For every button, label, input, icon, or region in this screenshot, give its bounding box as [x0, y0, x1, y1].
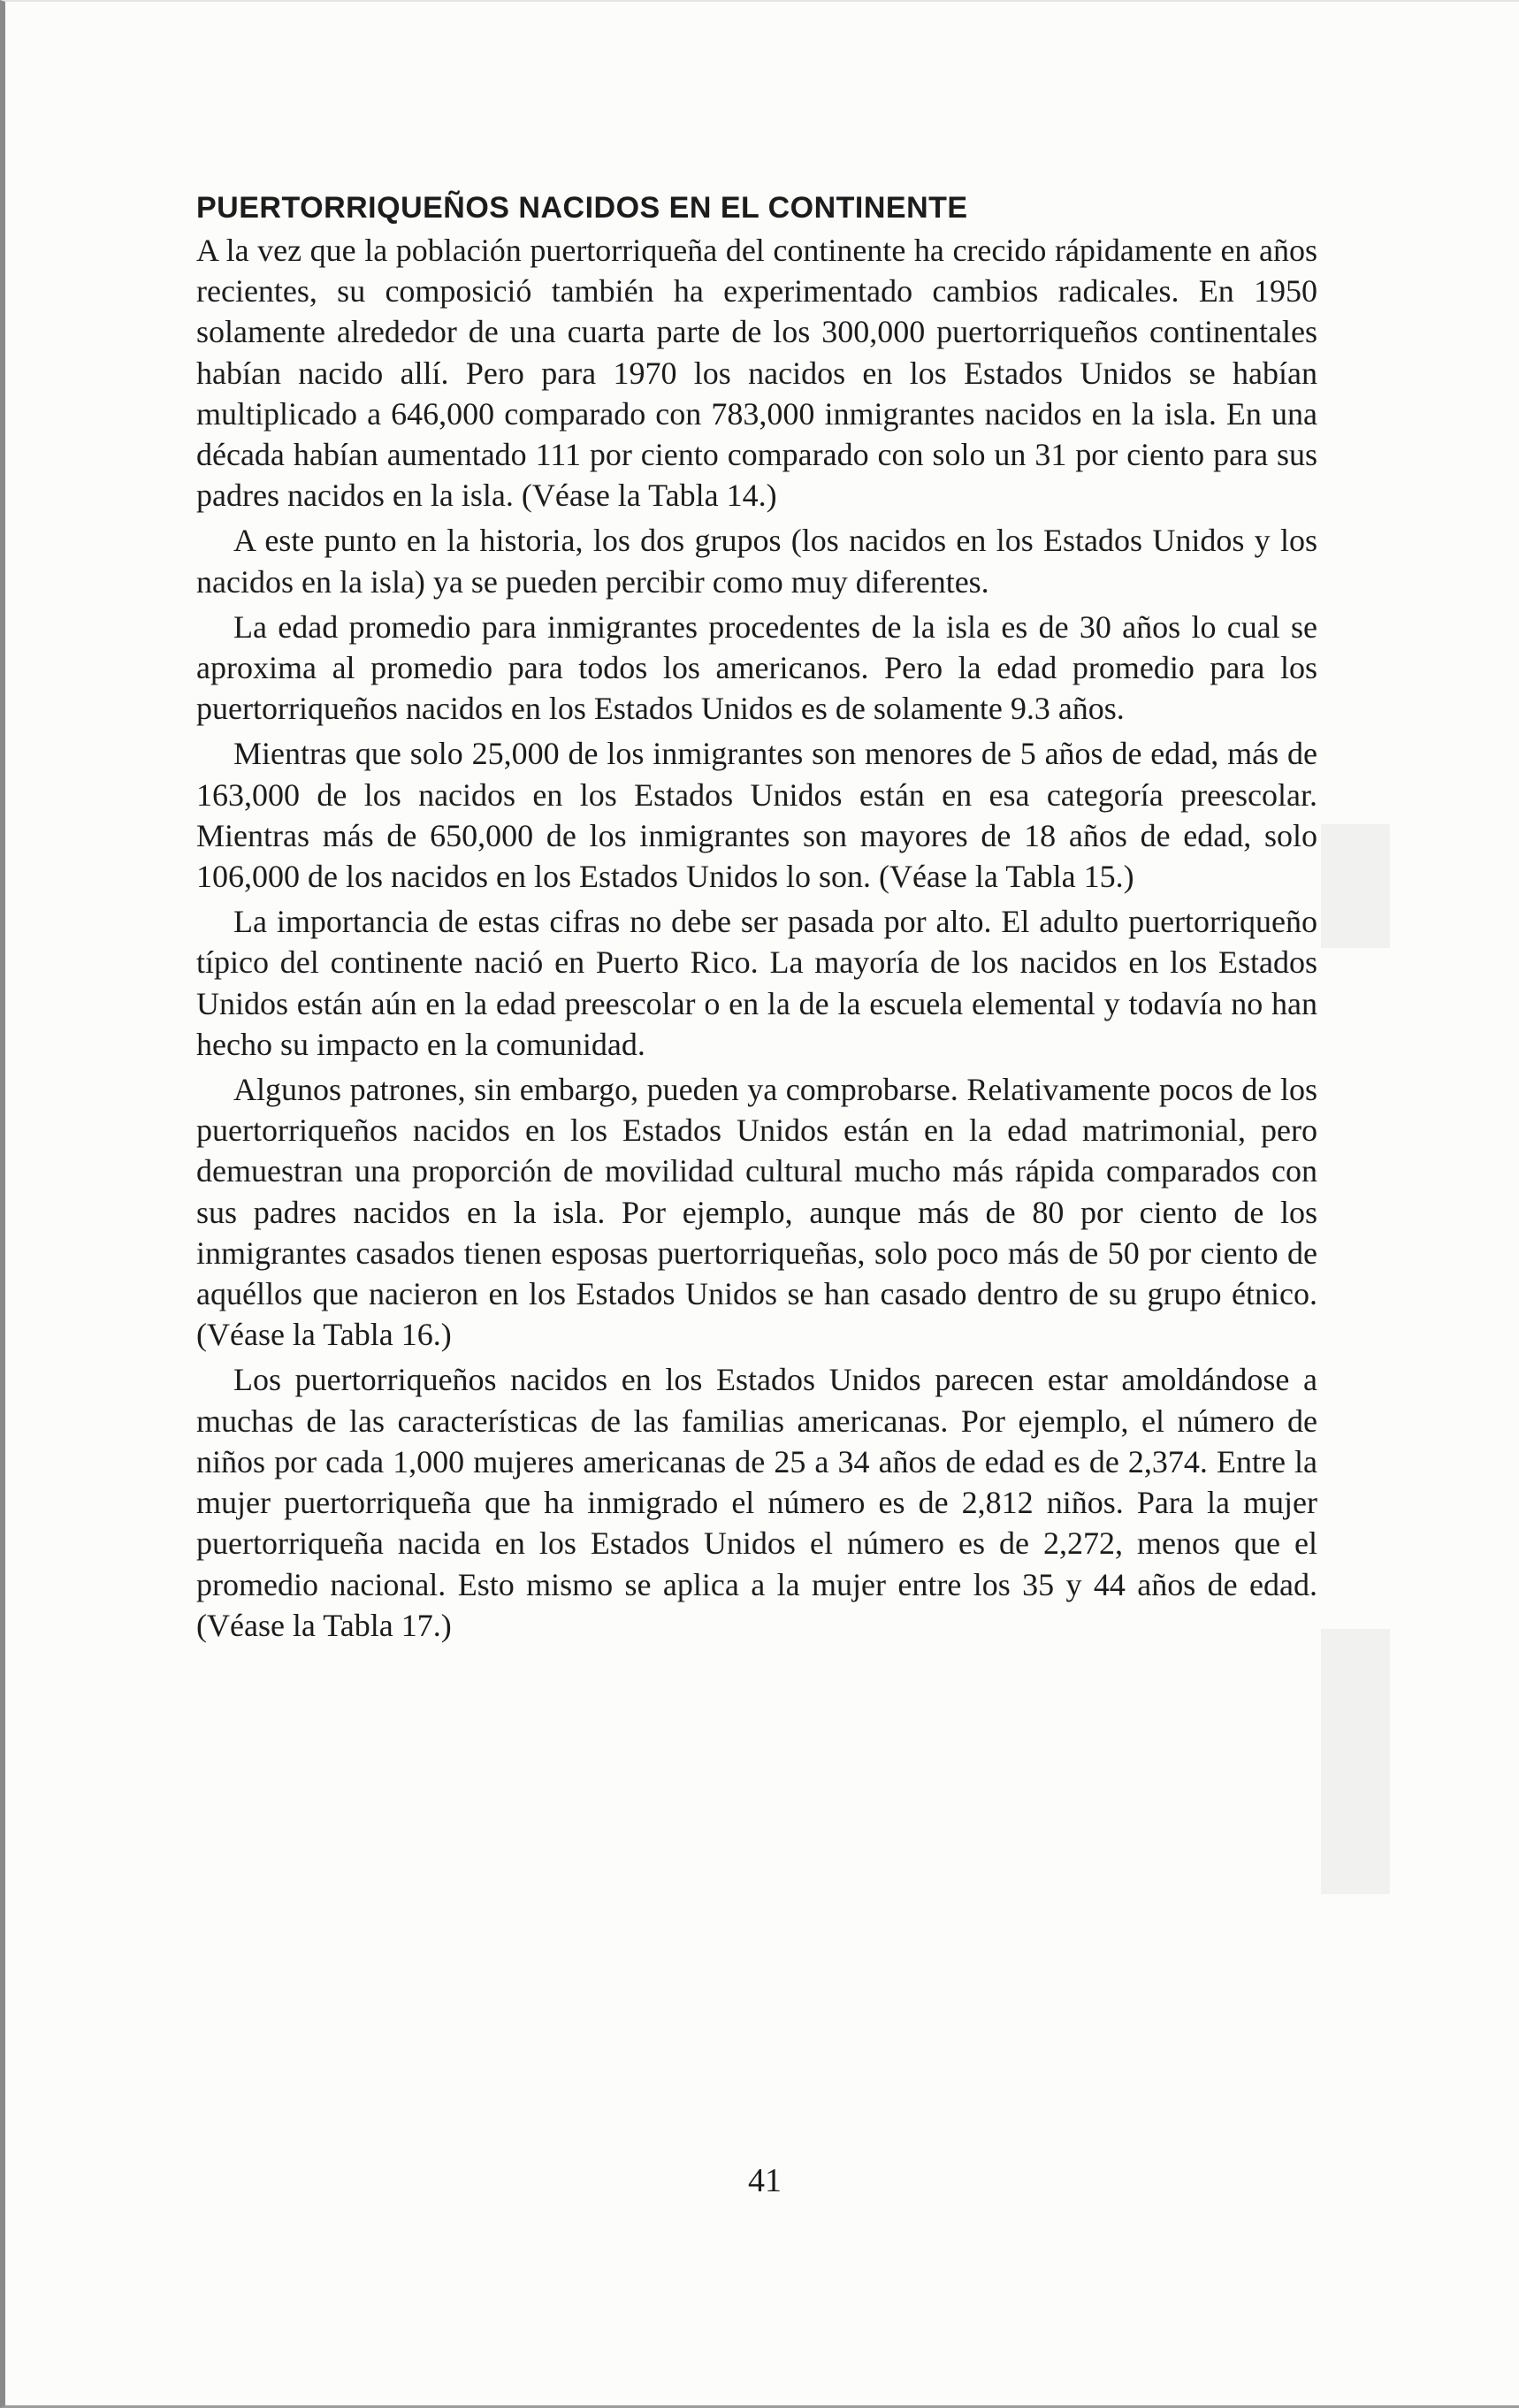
- bleed-through-mark: [1321, 1629, 1390, 1894]
- section-heading: PUERTORRIQUEÑOS NACIDOS EN EL CONTINENTE: [196, 191, 968, 225]
- bleed-through-mark: [1321, 824, 1390, 948]
- paragraph-1: A la vez que la población puertorriqueña del continente ha crecido rápidamente en años recientes, su composició también ha experimentado cambios radicales. En 1950 solamente alrededor de una cuarta parte de los 300,000 puertorriqueños continentales habían nacido allí. Pero para 1970 los nacidos en los Estados Unidos se habían multiplicado a 646,000 comparado con 783,000 inmigrantes nacidos en la isla. En una década habían aumentado 111 por ciento comparado con solo un 31 por ciento para sus padres nacidos en la isla. (Véase la Tabla 14.): [196, 233, 1317, 514]
- paragraph-2: A este punto en la historia, los dos grupos (los nacidos en los Estados Unidos y los nacidos en la isla) ya se pueden percibir como muy diferentes.: [196, 523, 1317, 600]
- page-content: [196, 187, 1317, 1650]
- paragraph-5: La importancia de estas cifras no debe ser pasada por alto. El adulto puertorriqueño típico del continente nació en Puerto Rico. La mayoría de los nacidos en los Estados Unidos están aún en la edad preescolar o en la de la escuela elemental y todavía no han hecho su impacto en la comunidad.: [196, 904, 1317, 1062]
- paragraph-3: La edad promedio para inmigrantes procedentes de la isla es de 30 años lo cual se aproxima al promedio para todos los americanos. Pero la edad promedio para los puertorriqueños nacidos en los Estados Unidos es de solamente 9.3 años.: [196, 608, 1317, 727]
- paragraph-7: Los puertorriqueños nacidos en los Estados Unidos parecen estar amoldándose a muchas de las características de las familias americanas. Por ejemplo, el número de niños por cada 1,000 mujeres americanas de 25 a 34 años de edad es de 2,374. Entre la mujer puertorriqueña que ha inmigrado el número es de 2,812 niños. Para la mujer puertorriqueña nacida en los Estados Unidos el número es de 2,272, menos que el promedio nacional. Esto mismo se aplica a la mujer entre los 35 y 44 años de edad. (Véase la Tabla 17.): [196, 1362, 1317, 1643]
- page-number: 41: [748, 2162, 782, 2199]
- paragraph-6: Algunos patrones, sin embargo, pueden ya comprobarse. Relativamente pocos de los puertorriqueños nacidos en los Estados Unidos están en la edad matrimonial, pero demuestran una proporción de movilidad cultural mucho más rápida comparados con sus padres nacidos en la isla. Por ejemplo, aunque más de 80 por ciento de los inmigrantes casados tienen esposas puertorriqueñas, solo poco más de 50 por ciento de aquéllos que nacieron en los Estados Unidos se han casado dentro de su grupo étnico. (Véase la Tabla 16.): [196, 1072, 1317, 1353]
- paragraph-4: Mientras que solo 25,000 de los inmigrantes son menores de 5 años de edad, más de 163,000 de los nacidos en los Estados Unidos están en esa categoría preescolar. Mientras más de 650,000 de los inmigrantes son mayores de 18 años de edad, solo 106,000 de los nacidos en los Estados Unidos lo son. (Véase la Tabla 15.): [196, 736, 1317, 895]
